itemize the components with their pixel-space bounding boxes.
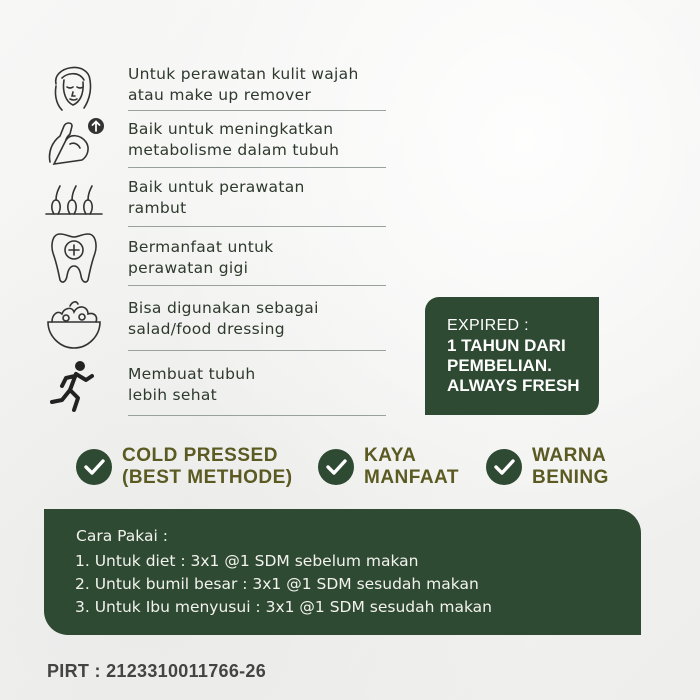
benefit-line-2: rambut <box>128 199 187 217</box>
arm-muscle-icon <box>44 114 104 170</box>
benefit-line-1: Bermanfaat untuk <box>128 238 274 256</box>
badge-label <box>532 445 609 489</box>
benefit-line-1: Untuk perawatan kulit wajah <box>128 65 359 83</box>
badge-line-1: WARNA <box>532 445 607 466</box>
usage-step: 2. Untuk bumil besar : 3x1 @1 SDM sesudah makan <box>75 575 479 593</box>
face-icon <box>44 58 104 114</box>
divider <box>128 415 386 416</box>
check-icon <box>486 449 522 485</box>
expiry-line-2: PEMBELIAN. <box>447 356 552 375</box>
benefit-line-1: Baik untuk perawatan <box>128 178 305 196</box>
expiry-box <box>425 297 599 415</box>
benefit-line-1: Membuat tubuh <box>128 365 256 383</box>
divider <box>128 167 386 168</box>
badge-label <box>122 445 293 489</box>
divider <box>128 110 386 111</box>
usage-step: 3. Untuk Ibu menyusui : 3x1 @1 SDM sesudah makan <box>75 598 492 616</box>
divider <box>128 350 386 351</box>
badge-line-1: COLD PRESSED <box>122 445 278 466</box>
expiry-line-1: 1 TAHUN DARI <box>447 336 566 355</box>
badge-label <box>364 445 459 489</box>
check-icon <box>76 449 112 485</box>
benefit-line-2: lebih sehat <box>128 386 218 404</box>
usage-title: Cara Pakai : <box>76 527 168 545</box>
benefit-line-2: metabolisme dalam tubuh <box>128 141 340 159</box>
benefit-line-1: Bisa digunakan sebagai <box>128 299 319 317</box>
badge-line-2: MANFAAT <box>364 467 459 488</box>
check-icon <box>318 449 354 485</box>
usage-step: 1. Untuk diet : 3x1 @1 SDM sebelum makan <box>75 552 419 570</box>
expiry-line-3: ALWAYS FRESH <box>447 376 580 395</box>
badge-line-2: (BEST METHODE) <box>122 467 293 488</box>
benefit-line-2: perawatan gigi <box>128 259 249 277</box>
benefit-line-2: atau make up remover <box>128 86 312 104</box>
usage-instructions-box <box>44 509 641 635</box>
runner-icon <box>44 360 104 416</box>
benefit-line-2: salad/food dressing <box>128 320 285 338</box>
pirt-number: PIRT : 2123310011766-26 <box>47 661 267 681</box>
expiry-value <box>447 336 597 396</box>
divider <box>128 285 386 286</box>
expiry-label: EXPIRED : <box>447 317 529 334</box>
benefit-line-1: Baik untuk meningkatkan <box>128 120 334 138</box>
tooth-icon <box>44 230 104 286</box>
badge-line-2: BENING <box>532 467 609 488</box>
hair-follicle-icon <box>44 170 104 226</box>
divider <box>128 226 386 227</box>
badge-line-1: KAYA <box>364 445 417 466</box>
salad-bowl-icon <box>44 296 104 352</box>
